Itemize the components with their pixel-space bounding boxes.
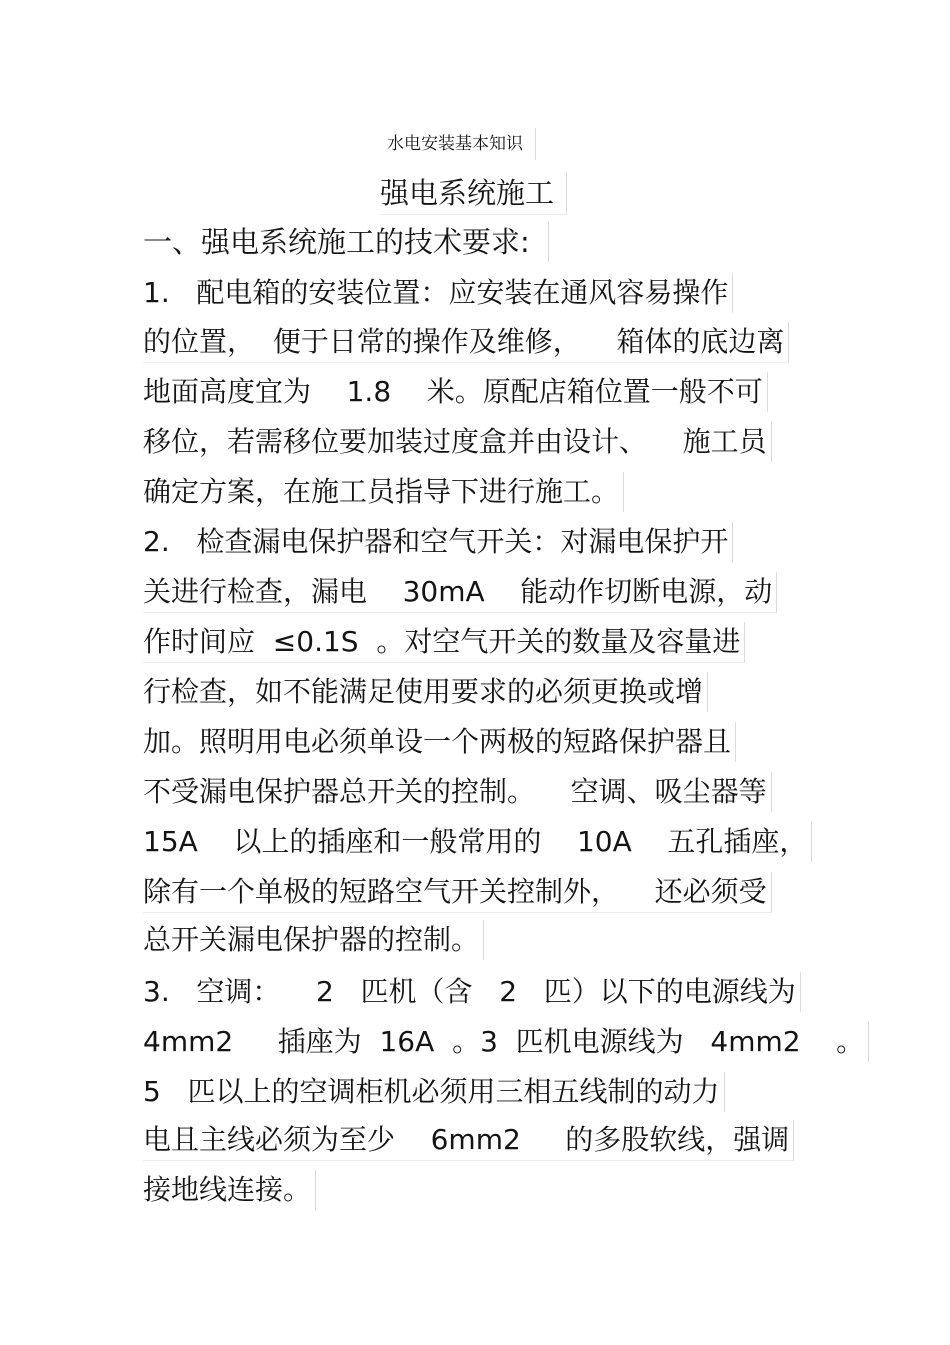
paragraph-line: 行检查，如不能满足使用要求的必须更换或增 xyxy=(143,672,708,712)
paragraph-line: 移位，若需移位要加装过度盒并由设计、 施工员 xyxy=(143,422,772,462)
paragraph-line: 1. 配电箱的安装位置：应安装在通风容易操作 xyxy=(143,273,733,313)
paragraph-line: 除有一个单极的短路空气开关控制外， 还必须受 xyxy=(143,872,772,913)
paragraph-line: 电且主线必须为至少 6mm2 的多股软线，强调 xyxy=(143,1120,794,1161)
paragraph-line: 15A 以上的插座和一般常用的 10A 五孔插座， xyxy=(143,822,812,862)
paragraph-line: 确定方案，在施工员指导下进行施工。 xyxy=(143,472,624,512)
section-title: 强电系统施工 xyxy=(380,172,567,215)
paragraph-line: 接地线连接。 xyxy=(143,1170,316,1210)
section-heading: 一、强电系统施工的技术要求: xyxy=(143,222,549,262)
paragraph-line: 的位置， 便于日常的操作及维修， 箱体的底边离 xyxy=(143,322,789,363)
document-title: 水电安装基本知识 xyxy=(387,128,536,160)
paragraph-line: 关进行检查，漏电 30mA 能动作切断电源，动 xyxy=(143,572,777,613)
paragraph-line: 总开关漏电保护器的控制。 xyxy=(143,920,484,960)
paragraph-line: 地面高度宜为 1.8 米。原配店箱位置一般不可 xyxy=(143,372,768,412)
paragraph-line: 2. 检查漏电保护器和空气开关：对漏电保护开 xyxy=(143,522,733,562)
paragraph-line: 3. 空调： 2 匹机（含 2 匹）以下的电源线为 xyxy=(143,972,801,1012)
paragraph-line: 加。照明用电必须单设一个两极的短路保护器且 xyxy=(143,722,736,762)
paragraph-line: 不受漏电保护器总开关的控制。 空调、吸尘器等 xyxy=(143,772,772,812)
paragraph-line: 5 匹以上的空调柜机必须用三相五线制的动力 xyxy=(143,1072,725,1112)
paragraph-line: 作时间应 ≤0.1S 。对空气开关的数量及容量进 xyxy=(143,622,745,663)
paragraph-line: 4mm2 插座为 16A 。3 匹机电源线为 4mm2 。 xyxy=(143,1022,869,1062)
